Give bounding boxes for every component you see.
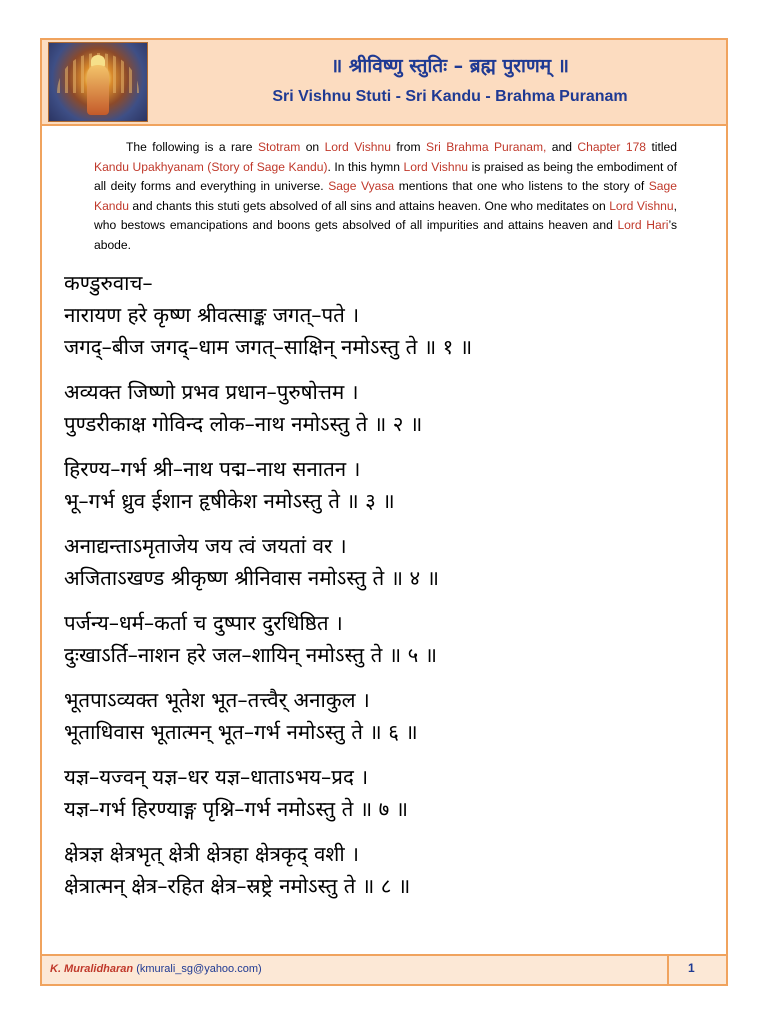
- intro-text: mentions that one who listens to the story of: [394, 179, 649, 193]
- verse-line: नारायण हरे कृष्ण श्रीवत्साङ्क जगत्–पते ।: [64, 303, 360, 327]
- verse-line: भू–गर्भ ध्रुव ईशान हृषीकेश नमोऽस्तु ते ॥ ३ ॥: [64, 489, 395, 513]
- intro-paragraph: [94, 138, 677, 255]
- verse-line: अनाद्यन्ताऽमृताजेय जय त्वं जयतां वर ।: [64, 534, 347, 558]
- verse-line: क्षेत्रात्मन् क्षेत्र–रहित क्षेत्र–स्रष्ट्रे नमोऽस्तु ते ॥ ८ ॥: [64, 874, 411, 898]
- verse-line: भूतपाऽव्यक्त भूतेश भूत–तत्त्वैर् अनाकुल ।: [64, 688, 370, 712]
- intro-highlight: Sri Brahma Puranam,: [426, 140, 547, 154]
- title-english: Sri Vishnu Stuti - Sri Kandu - Brahma Puranam: [272, 88, 628, 105]
- verse-line: अजिताऽखण्ड श्रीकृष्ण श्रीनिवास नमोऽस्तु ते ॥ ४ ॥: [64, 566, 439, 590]
- verse-line: यज्ञ–यज्वन् यज्ञ–धर यज्ञ–धाताऽभय–प्रद ।: [64, 765, 369, 789]
- verse-line: पर्जन्य–धर्म–कर्ता च दुष्पार दुरधिष्ठित ।: [64, 611, 343, 635]
- intro-text: The following is a rare: [126, 140, 258, 154]
- intro-highlight: Sage Vyasa: [328, 179, 395, 193]
- verse-line: यज्ञ–गर्भ हिरण्याङ्ग पृश्नि–गर्भ नमोऽस्तु ते ॥ ७ ॥: [64, 797, 409, 821]
- verse-line: अव्यक्त जिष्णो प्रभव प्रधान–पुरुषोत्तम ।: [64, 380, 359, 404]
- intro-text: from: [390, 140, 426, 154]
- page-number: 1: [688, 961, 695, 975]
- intro-text: titled: [646, 140, 677, 154]
- verse-heading: कण्डुरुवाच–: [64, 271, 153, 295]
- verse-line: पुण्डरीकाक्ष गोविन्द लोक–नाथ नमोऽस्तु ते ॥ २ ॥: [64, 412, 423, 436]
- verse-line: हिरण्य–गर्भ श्री–नाथ पद्म–नाथ सनातन ।: [64, 457, 361, 481]
- intro-highlight: Lord Vishnu: [403, 159, 469, 174]
- verse-line: भूताधिवास भूतात्मन् भूत–गर्भ नमोऽस्तु ते ॥ ६ ॥: [64, 720, 418, 744]
- intro-text: and: [546, 140, 578, 154]
- verse-line: क्षेत्रज्ञ क्षेत्रभृत् क्षेत्री क्षेत्रहा क्षेत्रकृद् वशी ।: [64, 842, 359, 866]
- verse-line: दुःखाऽर्ति–नाशन हरे जल–शायिन् नमोऽस्तु ते ॥ ५ ॥: [64, 643, 438, 667]
- footer-author: [50, 963, 262, 975]
- intro-highlight: Lord Hari: [617, 218, 669, 232]
- author-email: (kmurali_sg@yahoo.com): [136, 963, 262, 975]
- author-name: K. Muralidharan: [50, 963, 134, 975]
- intro-text: . In this hymn: [327, 159, 404, 174]
- verses-block: [64, 267, 704, 902]
- intro-highlight: Kandu Upakhyanam (Story of Sage Kandu): [94, 159, 328, 174]
- intro-text: , who bestows emancipations and boons gets absolved of all impurities and attains heaven and: [94, 198, 677, 232]
- vishnu-vishvarupa-image: [48, 42, 148, 122]
- intro-text: ’s abode.: [94, 218, 677, 252]
- intro-highlight: Stotram: [257, 140, 301, 154]
- footer-divider: [667, 956, 669, 984]
- title-sanskrit: ॥ श्रीविष्णु स्तुतिः – ब्रह्म पुराणम् ॥: [330, 55, 570, 77]
- verse-line: जगद्–बीज जगद्–धाम जगत्–साक्षिन् नमोऽस्तु ते ॥ १ ॥: [64, 335, 473, 359]
- page-footer: [40, 954, 728, 986]
- intro-highlight: Lord Vishnu: [324, 140, 391, 154]
- intro-text: on: [300, 140, 325, 154]
- intro-highlight: Lord Vishnu: [609, 198, 674, 213]
- intro-text: is praised as being the embodiment of all deity forms and everything in universe.: [94, 159, 678, 193]
- intro-text: and chants this stuti gets absolved of all sins and attains heaven. One who meditates on: [128, 198, 610, 213]
- intro-highlight: Chapter 178: [577, 140, 647, 154]
- intro-highlight: Sage Kandu: [94, 179, 677, 213]
